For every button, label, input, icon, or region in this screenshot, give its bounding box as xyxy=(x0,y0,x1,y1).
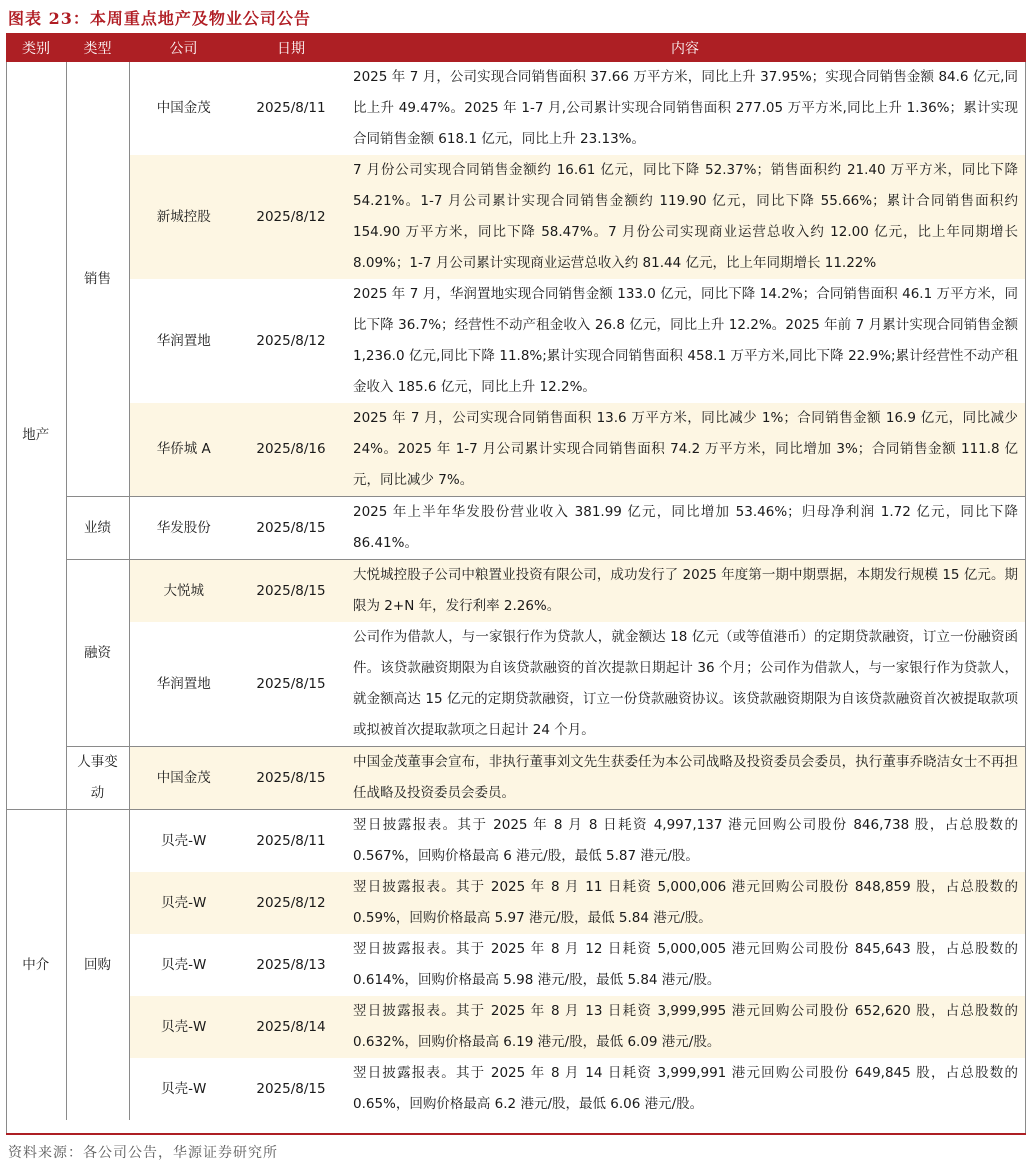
announcement-table xyxy=(6,33,1026,1120)
date-cell: 2025/8/12 xyxy=(256,332,326,349)
content-cell: 2025 年上半年华发股份营业收入 381.99 亿元，同比增加 53.46%；归母净利润 1.72 亿元，同比下降 86.41%。 xyxy=(344,497,1026,560)
company-cell: 贝壳-W xyxy=(129,996,238,1058)
header-content: 内容 xyxy=(344,33,1026,62)
date-cell: 2025/8/15 xyxy=(256,675,326,692)
header-category: 类别 xyxy=(6,33,66,62)
header-row xyxy=(6,33,1026,62)
source-note: 资料来源：各公司公告，华源证券研究所 xyxy=(8,1145,278,1161)
company-cell: 贝壳-W xyxy=(161,956,207,973)
date-cell: 2025/8/11 xyxy=(238,810,344,873)
date-cell: 2025/8/12 xyxy=(238,872,344,934)
content-cell: 2025 年 7 月，公司实现合同销售面积 13.6 万平方米，同比减少 1%；合同销售金额 16.9 亿元，同比减少 24%。2025 年 1-7 月公司累计实现合同销售面积 74.2 万平方米，同比增加 3%；合同销售金额 111.8 亿元，同比减少 7%。 xyxy=(344,403,1026,497)
category-cell: 地产 xyxy=(6,62,66,810)
date-cell: 2025/8/16 xyxy=(238,403,344,497)
date-cell: 2025/8/13 xyxy=(256,956,326,973)
type-cell: 业绩 xyxy=(66,497,129,560)
content-cell: 中国金茂董事会宣布，非执行董事刘文先生获委任为本公司战略及投资委员会委员，执行董事乔晓洁女士不再担任战略及投资委员会委员。 xyxy=(344,747,1026,810)
company-cell: 华润置地 xyxy=(156,332,211,349)
type-cell: 人事变动 xyxy=(66,747,129,810)
date-cell: 2025/8/11 xyxy=(256,100,326,116)
date-cell: 2025/8/15 xyxy=(238,560,344,623)
company-cell: 贝壳-W xyxy=(129,810,238,873)
content-cell: 2025 年 7 月，华润置地实现合同销售金额 133.0 亿元，同比下降 14.2%；合同销售面积 46.1 万平方米，同比下降 36.7%；经营性不动产租金收入 26.8 亿元，同比上升 12.2%。2025 年前 7 月累计实现合同销售金额 1,236.0 亿元,同比下降 11.8%;累计实现合同销售面积 458.1 万平方米,同比下降 22.9%;累计经营性不动产租金收入 185.6 亿元，同比上升 12.2%。 xyxy=(353,286,1018,395)
category-cell: 中介 xyxy=(6,810,66,1121)
date-cell: 2025/8/12 xyxy=(238,155,344,279)
bottom-rule xyxy=(6,1133,1026,1135)
company-cell: 华润置地 xyxy=(156,675,211,692)
table-row xyxy=(6,279,1026,403)
table-row xyxy=(6,747,1026,810)
table-row xyxy=(6,934,1026,996)
date-cell: 2025/8/15 xyxy=(238,497,344,560)
content-cell: 2025 年 7 月，公司实现合同销售面积 37.66 万平方米，同比上升 37.95%；实现合同销售金额 84.6 亿元,同比上升 49.47%。2025 年 1-7 月,公司累计实现合同销售面积 277.05 万平方米,同比上升 1.36%；累计实现合同销售金额 618.1 亿元，同比上升 23.13%。 xyxy=(353,69,1018,147)
type-cell: 销售 xyxy=(66,62,129,497)
table-row xyxy=(6,403,1026,497)
company-cell: 中国金茂 xyxy=(129,747,238,810)
content-cell: 7 月份公司实现合同销售金额约 16.61 亿元，同比下降 52.37%；销售面积约 21.40 万平方米，同比下降 54.21%。1-7 月公司累计实现合同销售金额约 119.90 亿元，同比下降 55.66%；累计合同销售面积约 154.90 万平方米，同比下降 58.47%。7 月份公司实现商业运营总收入约 12.00 亿元，比上年同期增长 8.09%；1-7 月公司累计实现商业运营总收入约 81.44 亿元，比上年同期增长 11.22% xyxy=(344,155,1026,279)
content-cell: 公司作为借款人，与一家银行作为贷款人，就金额达 18 亿元（或等值港币）的定期贷款融资，订立一份融资函件。该贷款融资期限为自该贷款融资的首次提款日期起计 36 个月；公司作为借款人，与一家银行作为贷款人，就金额高达 15 亿元的定期贷款融资，订立一份贷款融资协议。该贷款融资期限为自该贷款融资首次被提取款项或拟被首次提取款项之日起计 24 个月。 xyxy=(353,629,1018,738)
content-cell: 翌日披露报表。其于 2025 年 8 月 12 日耗资 5,000,005 港元回购公司股份 845,643 股，占总股数的 0.614%，回购价格最高 5.98 港元/股，最低 5.84 港元/股。 xyxy=(353,941,1018,988)
table-row xyxy=(6,1058,1026,1120)
table-left-border xyxy=(6,62,7,1133)
date-cell: 2025/8/15 xyxy=(256,1080,326,1097)
company-cell: 新城控股 xyxy=(129,155,238,279)
type-cell: 融资 xyxy=(66,560,129,747)
date-cell: 2025/8/15 xyxy=(238,747,344,810)
announcement-table-frame xyxy=(6,33,1026,1133)
header-type: 类型 xyxy=(66,33,129,62)
content-cell: 翌日披露报表。其于 2025 年 8 月 11 日耗资 5,000,006 港元回购公司股份 848,859 股，占总股数的 0.59%，回购价格最高 5.97 港元/股，最低 5.84 港元/股。 xyxy=(344,872,1026,934)
table-row xyxy=(6,810,1026,873)
company-cell: 中国金茂 xyxy=(156,100,211,116)
company-cell: 华侨城 A xyxy=(129,403,238,497)
date-cell: 2025/8/14 xyxy=(238,996,344,1058)
table-row xyxy=(6,560,1026,623)
table-row xyxy=(6,155,1026,279)
table-row xyxy=(6,62,1026,155)
content-cell: 翌日披露报表。其于 2025 年 8 月 8 日耗资 4,997,137 港元回购公司股份 846,738 股，占总股数的 0.567%，回购价格最高 6 港元/股，最低 5.87 港元/股。 xyxy=(344,810,1026,873)
content-cell: 翌日披露报表。其于 2025 年 8 月 14 日耗资 3,999,991 港元回购公司股份 649,845 股，占总股数的 0.65%，回购价格最高 6.2 港元/股，最低 6.06 港元/股。 xyxy=(353,1065,1018,1112)
company-cell: 贝壳-W xyxy=(129,872,238,934)
table-row xyxy=(6,622,1026,747)
table-row xyxy=(6,872,1026,934)
type-cell: 回购 xyxy=(66,810,129,1121)
header-date: 日期 xyxy=(238,33,344,62)
company-cell: 贝壳-W xyxy=(161,1080,207,1097)
table-right-border xyxy=(1025,62,1026,1133)
header-company: 公司 xyxy=(129,33,238,62)
company-cell: 华发股份 xyxy=(129,497,238,560)
figure-title: 图表 23：本周重点地产及物业公司公告 xyxy=(8,9,311,28)
table-row xyxy=(6,996,1026,1058)
content-cell: 翌日披露报表。其于 2025 年 8 月 13 日耗资 3,999,995 港元回购公司股份 652,620 股，占总股数的 0.632%，回购价格最高 6.19 港元/股，最低 6.09 港元/股。 xyxy=(344,996,1026,1058)
content-cell: 大悦城控股子公司中粮置业投资有限公司，成功发行了 2025 年度第一期中期票据，本期发行规模 15 亿元。期限为 2+N 年，发行利率 2.26%。 xyxy=(344,560,1026,623)
table-row xyxy=(6,497,1026,560)
company-cell: 大悦城 xyxy=(129,560,238,623)
